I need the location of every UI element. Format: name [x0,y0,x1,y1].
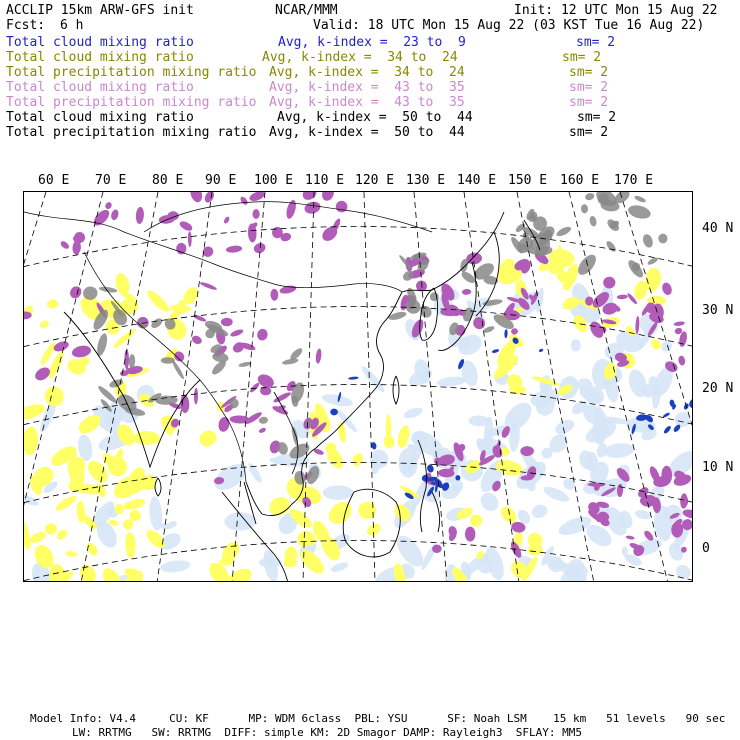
map-panel [23,191,693,582]
cloud-blob [663,425,672,435]
valid-time: Valid: 18 UTC Mon 15 Aug 22 (03 KST Tue 16 Aug 22) [313,18,705,33]
legend-sm-0: sm= 2 [576,35,616,50]
cloud-blob [334,407,359,434]
cloud-blob [217,416,231,433]
map-canvas [24,192,693,582]
lat-label: 20 N [702,381,734,396]
legend-avg-3: Avg, k-index = 43 to 35 [269,80,465,95]
cloud-blob [39,319,51,330]
cloud-blob [634,195,647,204]
fcst-value: 6 h [60,18,84,33]
cloud-blob [320,192,336,203]
cloud-blob [160,559,192,574]
cloud-blob [248,192,266,203]
cloud-blob [529,386,562,410]
cloud-blob [270,289,278,301]
cloud-blob [24,518,33,550]
cloud-blob [388,310,408,321]
cloud-blob [581,204,588,214]
lon-label: 140 E [457,173,497,188]
cloud-blob [104,201,113,210]
cloud-blob [357,501,377,520]
cloud-blob [199,281,217,291]
lon-label: 110 E [305,173,345,188]
cloud-blob [323,486,354,500]
lon-label: 100 E [254,173,294,188]
cloud-blob [634,508,651,520]
legend-field-2: Total precipitation mixing ratio [6,65,257,80]
cloud-blob [366,446,392,472]
longitude-line [24,192,46,582]
cloud-blob [282,358,299,366]
lon-label: 60 E [38,173,70,188]
cloud-blob [196,427,219,449]
cloud-blob [285,199,298,220]
lat-label: 40 N [702,221,734,236]
cloud-blob [229,328,244,338]
cloud-blob [161,357,175,364]
init-time: Init: 12 UTC Mon 15 Aug 22 [514,3,718,18]
lon-label: 120 E [355,173,395,188]
cloud-blob [223,216,231,225]
legend-field-3: Total cloud mixing ratio [6,80,194,95]
cloud-blob [178,219,194,232]
cloud-blob [194,388,198,405]
legend-field-4: Total precipitation mixing ratio [6,95,257,110]
legend-sm-3: sm= 2 [569,80,609,95]
cloud-blob [258,427,266,434]
cloud-blob [436,375,467,387]
cloud-blob [673,321,685,327]
lon-label: 170 E [614,173,654,188]
cloud-blob [603,442,635,460]
cloud-blob [52,339,70,353]
cloud-blob [259,416,269,424]
lon-label: 80 E [152,173,184,188]
cloud-blob [54,493,78,513]
cloud-blob [110,209,120,221]
legend-avg-1: Avg, k-index = 34 to 24 [262,50,458,65]
cloud-blob [122,497,146,511]
cloud-blob [231,340,246,354]
cloud-blob [371,442,377,450]
model-title: ACCLIP 15km ARW-GFS init [6,3,194,18]
lon-label: 90 E [205,173,237,188]
legend-avg-2: Avg, k-index = 34 to 24 [269,65,465,80]
cloud-blob [65,550,78,557]
cloud-blob [617,294,628,299]
cloud-blob [259,558,282,568]
lon-label: 130 E [406,173,446,188]
legend-sm-4: sm= 2 [569,95,609,110]
legend-sm-1: sm= 2 [562,50,602,65]
cloud-blob [661,281,674,296]
lat-label: 0 [702,541,710,556]
cloud-blob [129,354,136,368]
cloud-blob [239,195,249,206]
cloud-blob [595,442,609,459]
cloud-blob [203,192,216,204]
cloud-blob [300,192,319,203]
cloud-blob [678,355,686,366]
cloud-blob [673,562,693,582]
cloud-blob [682,508,693,520]
cloud-blob [688,398,693,409]
legend-sm-5: sm= 2 [577,110,617,125]
cloud-blob [605,240,618,254]
lon-label: 70 E [95,173,127,188]
cloud-blob [527,543,543,556]
cloud-blob [71,344,92,359]
cloud-blob [55,527,69,541]
cloud-blob [28,530,47,545]
cloud-blob [188,231,192,247]
cloud-blob [144,288,171,315]
cloud-blob [210,459,251,495]
cloud-blob [626,535,635,540]
legend-avg-4: Avg, k-index = 43 to 35 [269,95,465,110]
cloud-blob [45,523,57,534]
cloud-blob [191,334,204,345]
cloud-blob [575,252,600,278]
cloud-blob [226,245,243,253]
cloud-blob [571,339,581,351]
cloud-blob [455,475,460,480]
cloud-blob [135,207,144,225]
cloud-blob [465,527,475,542]
cloud-blob [462,289,472,296]
cloud-blob [330,560,350,573]
lat-label: 10 N [702,460,734,475]
cloud-blob [91,207,112,228]
cloud-blob [188,192,204,204]
cloud-blob [272,391,292,404]
cloud-blob [386,414,391,443]
legend-avg-6: Avg, k-index = 50 to 44 [269,125,465,140]
cloud-blob [504,329,508,338]
cloud-blob [539,348,544,352]
cloud-blob [321,392,354,409]
cloud-blob [561,476,577,492]
model-info-line2: LW: RRTMG SW: RRTMG DIFF: simple KM: 2D Smagor DAMP: Rayleigh3 SFLAY: MM5 [72,726,582,739]
cloud-blob [238,361,252,368]
legend-sm-2: sm= 2 [569,65,609,80]
cloud-blob [403,406,425,421]
cloud-blob [589,215,598,227]
lon-label: 150 E [508,173,548,188]
model-info-line1: Model Info: V4.4 CU: KF MP: WDM 6class PBL: YSU SF: Noah LSM 15 km 51 levels 90 sec [30,712,726,725]
cloud-blob [33,365,53,383]
lat-label: 30 N [702,303,734,318]
cloud-blob [125,532,137,558]
cloud-blob [471,315,487,332]
cloud-blob [351,452,365,468]
cloud-blob [530,502,550,520]
legend-avg-5: Avg, k-index = 50 to 44 [277,110,473,125]
cloud-blob [246,461,264,484]
cloud-blob [658,233,668,243]
cloud-blob [605,217,621,233]
cloud-blob [224,565,255,582]
legend-field-1: Total cloud mixing ratio [6,50,194,65]
cloud-blob [150,316,165,329]
cloud-blob [59,240,70,251]
legend-field-6: Total precipitation mixing ratio [6,125,257,140]
cloud-blob [482,325,495,334]
cloud-blob [492,349,500,354]
cloud-blob [212,351,230,363]
cloud-blob [426,464,435,474]
cloud-blob [337,421,347,443]
cloud-blob [627,203,652,221]
legend-field-5: Total cloud mixing ratio [6,110,194,125]
cloud-blob [333,198,349,214]
cloud-blob [113,272,131,297]
cloud-blob [176,243,186,255]
cloud-blob [252,209,259,219]
cloud-blob [553,417,577,437]
longitude-line [364,192,375,582]
cloud-blob [584,192,595,201]
cloud-blob [133,431,161,445]
cloud-blob [99,286,118,294]
cloud-blob [68,284,84,300]
legend-field-0: Total cloud mixing ratio [6,35,194,50]
cloud-blob [303,200,322,215]
cloud-blob [674,411,692,427]
cloud-blob [249,382,261,394]
cloud-blob [256,328,269,342]
cloud-blob [46,299,58,309]
cloud-blob [41,383,67,409]
cloud-blob [641,233,654,249]
cloud-blob [315,348,322,364]
lon-label: 160 E [560,173,600,188]
cloud-blob [635,316,640,334]
cloud-blob [324,498,355,529]
cloud-blob [348,376,359,380]
org-label: NCAR/MMM [275,3,338,18]
legend-sm-6: sm= 2 [569,125,609,140]
cloud-blob [477,489,502,514]
fcst-label: Fcst: [6,18,46,33]
cloud-blob [359,364,387,394]
legend-avg-0: Avg, k-index = 23 to 9 [278,35,466,50]
cloud-blob [221,318,233,327]
cloud-blob [414,278,429,293]
cloud-blob [555,225,572,238]
